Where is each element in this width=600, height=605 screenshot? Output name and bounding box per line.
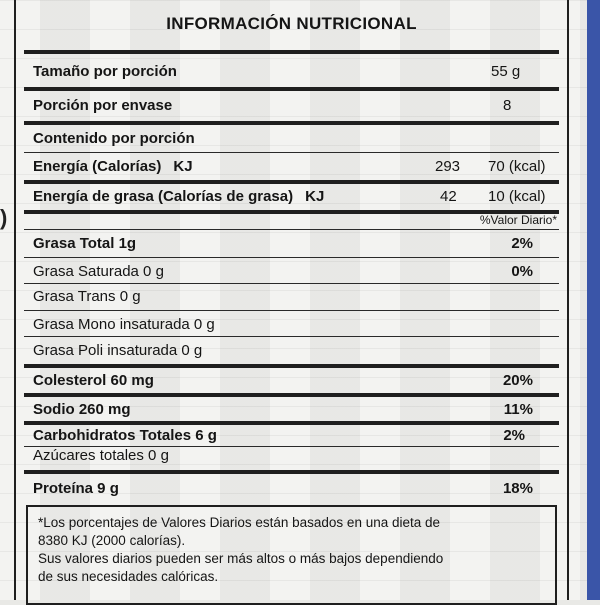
nutrient-row-protein xyxy=(33,476,547,500)
divider-thin xyxy=(24,229,559,230)
nutrient-label: Grasa Poli insaturada 0 g xyxy=(33,341,203,359)
servings-per-container-row xyxy=(33,93,547,117)
content-header: Contenido por porción xyxy=(33,129,195,147)
daily-value-header: %Valor Diario* xyxy=(479,213,557,227)
divider-thick xyxy=(24,50,559,54)
nutrient-percent: 2% xyxy=(511,234,533,252)
serving-size-row xyxy=(33,59,547,83)
nutrition-facts-panel xyxy=(14,0,569,600)
energy-label: Energía (Calorías) xyxy=(33,157,162,175)
fat-energy-row xyxy=(33,184,547,208)
divider-thick xyxy=(24,87,559,91)
nutrient-percent: 18% xyxy=(502,479,533,497)
nutrient-row-poly-fat xyxy=(33,338,547,362)
nutrient-label: Grasa Total 1g xyxy=(33,234,137,252)
nutrient-row-cholesterol xyxy=(33,368,547,392)
nutrient-percent: 0% xyxy=(511,262,533,280)
fat-energy-kcal: 10 (kcal) xyxy=(488,187,546,205)
nutrient-percent: 2% xyxy=(503,426,525,444)
nutrient-percent: 11% xyxy=(503,400,533,418)
footnote-box xyxy=(26,505,557,605)
footnote-line: Sus valores diarios pueden ser más altos o más bajos dependiendo xyxy=(38,551,444,566)
footnote-line: de sus necesidades calóricas. xyxy=(38,569,219,584)
nutrient-label: Azúcares totales 0 g xyxy=(33,446,169,464)
nutrient-label: Grasa Trans 0 g xyxy=(33,287,141,305)
energy-unit: KJ xyxy=(173,157,193,175)
divider-thin xyxy=(24,310,559,311)
nutrient-percent: 20% xyxy=(502,371,533,389)
nutrient-label: Colesterol 60 mg xyxy=(33,371,154,389)
servings-per-container-label: Porción por envase xyxy=(33,96,173,114)
serving-size-value: 55 g xyxy=(491,62,521,80)
side-mark: ) xyxy=(0,205,8,230)
energy-kj: 293 xyxy=(435,157,461,175)
fat-energy-label: Energía de grasa (Calorías de grasa) xyxy=(33,187,294,205)
divider-thin xyxy=(24,336,559,337)
footnote-line: 8380 KJ (2000 calorías). xyxy=(38,533,186,548)
nutrient-row-sugars xyxy=(33,445,547,465)
divider-thin xyxy=(24,152,559,153)
energy-kcal: 70 (kcal) xyxy=(488,157,546,175)
daily-value-header-row xyxy=(33,212,557,228)
nutrient-row-mono-fat xyxy=(33,312,547,336)
divider-thin xyxy=(24,257,559,258)
nutrient-row-trans-fat xyxy=(33,284,547,308)
nutrient-label: Sodio 260 mg xyxy=(33,400,131,418)
panel-title: INFORMACIÓN NUTRICIONAL xyxy=(166,14,417,33)
divider-thick xyxy=(24,121,559,125)
content-header-row xyxy=(33,126,547,150)
fat-energy-kj: 42 xyxy=(440,187,457,205)
nutrient-row-total-fat xyxy=(33,231,547,255)
energy-row xyxy=(33,154,547,178)
nutrient-label: Carbohidratos Totales 6 g xyxy=(33,426,217,444)
nutrient-row-saturated-fat xyxy=(33,259,547,283)
nutrient-label: Proteína 9 g xyxy=(33,479,119,497)
nutrient-row-sodium xyxy=(33,397,547,421)
blue-edge-stripe xyxy=(587,0,600,600)
nutrient-label: Grasa Saturada 0 g xyxy=(33,262,164,280)
fat-energy-unit: KJ xyxy=(305,187,325,205)
servings-per-container-value: 8 xyxy=(503,96,512,114)
divider-thick xyxy=(24,470,559,474)
footnote-line: *Los porcentajes de Valores Diarios están basados en una dieta de xyxy=(38,515,441,530)
nutrient-row-carbohydrates xyxy=(33,423,547,447)
serving-size-label: Tamaño por porción xyxy=(33,62,177,80)
nutrient-label: Grasa Mono insaturada 0 g xyxy=(33,315,215,333)
